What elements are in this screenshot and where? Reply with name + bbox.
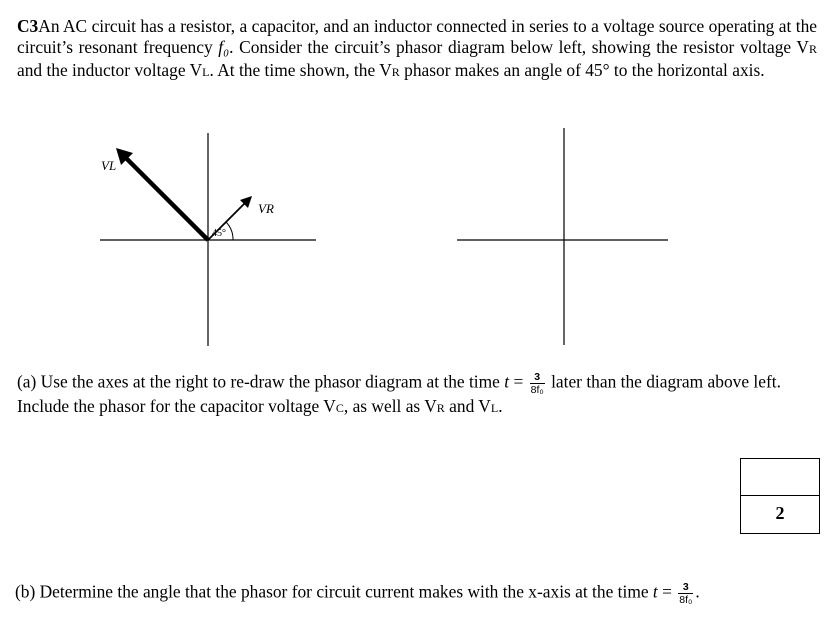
vr-label: VR (258, 201, 274, 216)
part-a-text: (a) Use the axes at the right to re-draw the phasor diagram at the time t = $\frac{3}{\text{8f₀}}$ later than the diagram above left. Include the phasor for the capacitor voltage VC, as well as VR and VL. (17, 371, 781, 416)
points-value: 2 (775, 503, 785, 523)
vl-phasor (121, 153, 208, 240)
angle-arc (226, 222, 233, 240)
f0-symbol: f₀ (218, 37, 230, 57)
points-box-divider (741, 495, 819, 496)
angle-label: 45° (212, 228, 226, 239)
points-box (740, 458, 820, 534)
time-fraction: $\frac{3}{\text{8f₀}}$ (530, 371, 544, 396)
time-fraction-b: $\frac{3}{\text{8f₀}}$ (679, 581, 693, 606)
part-b-text: (b) Determine the angle that the phasor for circuit current makes with the x-axis at the time t = $\frac{3}{\text{8f₀}}$ . (15, 581, 700, 606)
question-intro: C3An AC circuit has a resistor, a capacitor, and an inductor connected in series to a voltage source operating at the circuit’s resonant frequency f₀. Consider the circuit’s phasor diagram below left, showing the resistor voltage VR and the inductor voltage VL. At the time shown, the VR phasor makes an angle of 45° to the horizontal axis. (17, 16, 817, 80)
vl-label: VL (101, 158, 117, 173)
question-number: C3 (17, 16, 39, 36)
